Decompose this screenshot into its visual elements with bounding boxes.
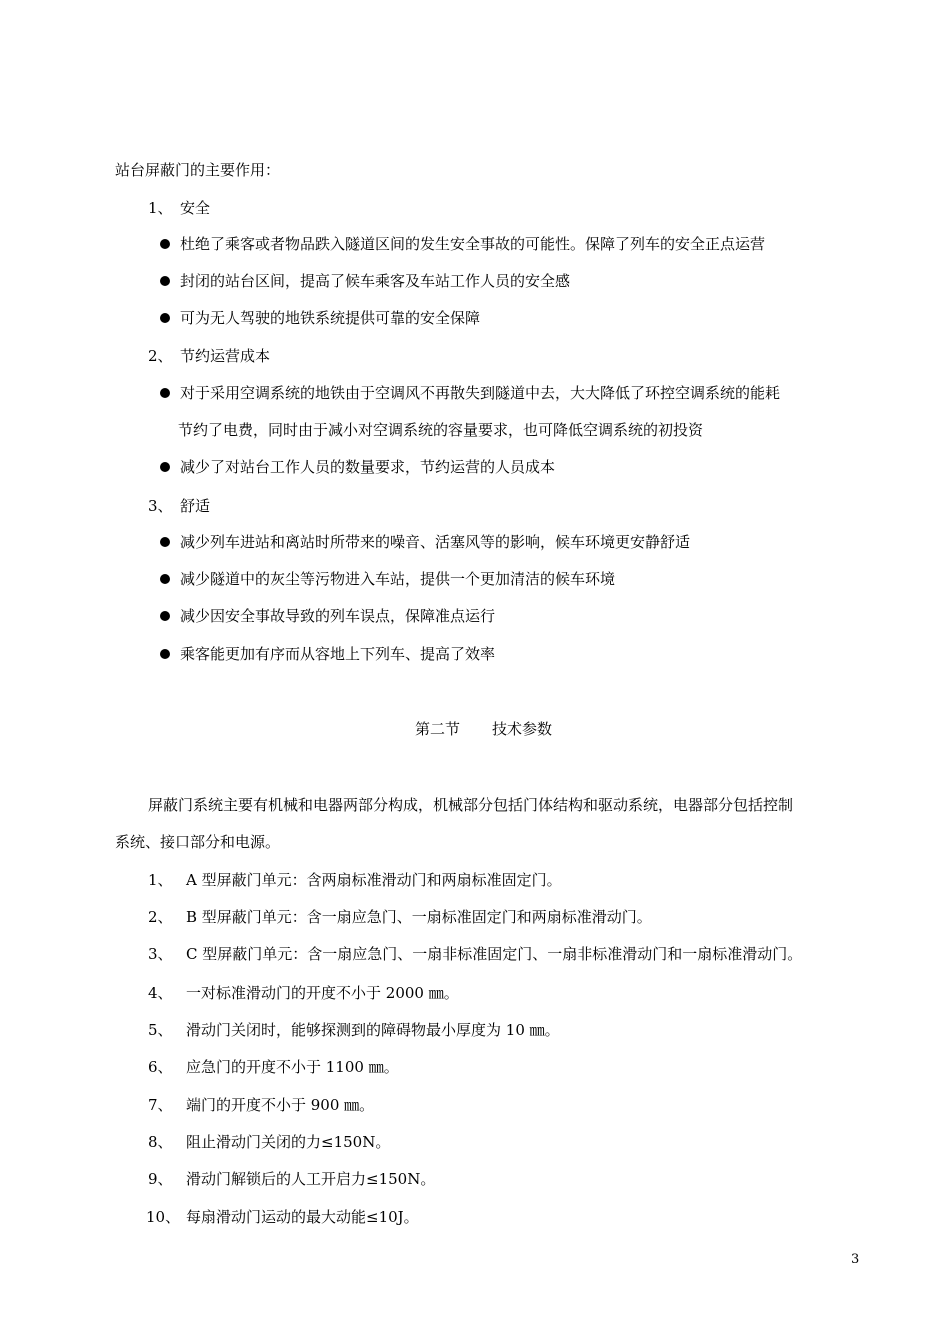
group-number: 1、 xyxy=(148,199,173,217)
item-text: 滑动门关闭时，能够探测到的障碍物最小厚度为 10 ㎜。 xyxy=(186,1021,560,1039)
bullet-dot xyxy=(160,239,170,249)
intro-text: 站台屏蔽门的主要作用： xyxy=(115,161,281,179)
item-number: 9、 xyxy=(148,1170,173,1188)
bullet-text: 封闭的站台区间，提高了候车乘客及车站工作人员的安全感 xyxy=(180,272,571,290)
section-heading-number: 第二节 xyxy=(415,720,461,738)
item-text: 一对标准滑动门的开度不小于 2000 ㎜。 xyxy=(186,984,459,1002)
item-text: 阻止滑动门关闭的力≤150N。 xyxy=(186,1133,391,1151)
item-number: 4、 xyxy=(148,984,173,1002)
bullet-continuation: 节约了电费，同时由于减小对空调系统的容量要求，也可降低空调系统的初投资 xyxy=(178,421,704,439)
paragraph-line: 系统、接口部分和电源。 xyxy=(115,833,281,851)
bullet-dot xyxy=(160,313,170,323)
bullet-dot xyxy=(160,462,170,472)
item-text: 滑动门解锁后的人工开启力≤150N。 xyxy=(186,1170,436,1188)
paragraph-line: 屏蔽门系统主要有机械和电器两部分构成，机械部分包括门体结构和驱动系统，电器部分包括控制 xyxy=(148,796,794,814)
bullet-dot xyxy=(160,537,170,547)
bullet-text: 对于采用空调系统的地铁由于空调风不再散失到隧道中去，大大降低了环控空调系统的能耗 xyxy=(180,384,781,402)
item-text: 每扇滑动门运动的最大动能≤10J。 xyxy=(186,1208,419,1226)
item-text: A 型屏蔽门单元：含两扇标准滑动门和两扇标准固定门。 xyxy=(186,871,562,889)
bullet-text: 减少因安全事故导致的列车误点，保障准点运行 xyxy=(180,607,496,625)
group-title: 安全 xyxy=(180,199,211,217)
group-title: 舒适 xyxy=(180,497,211,515)
item-number: 6、 xyxy=(148,1058,173,1076)
item-number: 8、 xyxy=(148,1133,173,1151)
bullet-dot xyxy=(160,649,170,659)
item-text: 端门的开度不小于 900 ㎜。 xyxy=(186,1096,375,1114)
group-number: 3、 xyxy=(148,497,173,515)
bullet-dot xyxy=(160,388,170,398)
bullet-dot xyxy=(160,574,170,584)
item-text: B 型屏蔽门单元：含一扇应急门、一扇标准固定门和两扇标准滑动门。 xyxy=(186,908,652,926)
item-number: 5、 xyxy=(148,1021,173,1039)
item-number: 7、 xyxy=(148,1096,173,1114)
group-title: 节约运营成本 xyxy=(180,347,271,365)
group-number: 2、 xyxy=(148,347,173,365)
page-number: 3 xyxy=(851,1252,860,1267)
bullet-dot xyxy=(160,276,170,286)
item-number: 10、 xyxy=(146,1208,181,1226)
item-number: 2、 xyxy=(148,908,173,926)
bullet-text: 减少了对站台工作人员的数量要求，节约运营的人员成本 xyxy=(180,458,556,476)
bullet-text: 可为无人驾驶的地铁系统提供可靠的安全保障 xyxy=(180,309,481,327)
item-text: C 型屏蔽门单元：含一扇应急门、一扇非标准固定门、一扇非标准滑动门和一扇标准滑动门。 xyxy=(186,945,803,963)
item-number: 1、 xyxy=(148,871,173,889)
bullet-text: 乘客能更加有序而从容地上下列车、提高了效率 xyxy=(180,645,496,663)
section-heading-title: 技术参数 xyxy=(492,720,553,738)
bullet-dot xyxy=(160,611,170,621)
bullet-text: 减少隧道中的灰尘等污物进入车站，提供一个更加清洁的候车环境 xyxy=(180,570,616,588)
bullet-text: 杜绝了乘客或者物品跌入隧道区间的发生安全事故的可能性。保障了列车的安全正点运营 xyxy=(180,235,766,253)
item-text: 应急门的开度不小于 1100 ㎜。 xyxy=(186,1058,399,1076)
item-number: 3、 xyxy=(148,945,173,963)
bullet-text: 减少列车进站和离站时所带来的噪音、活塞风等的影响，候车环境更安静舒适 xyxy=(180,533,691,551)
